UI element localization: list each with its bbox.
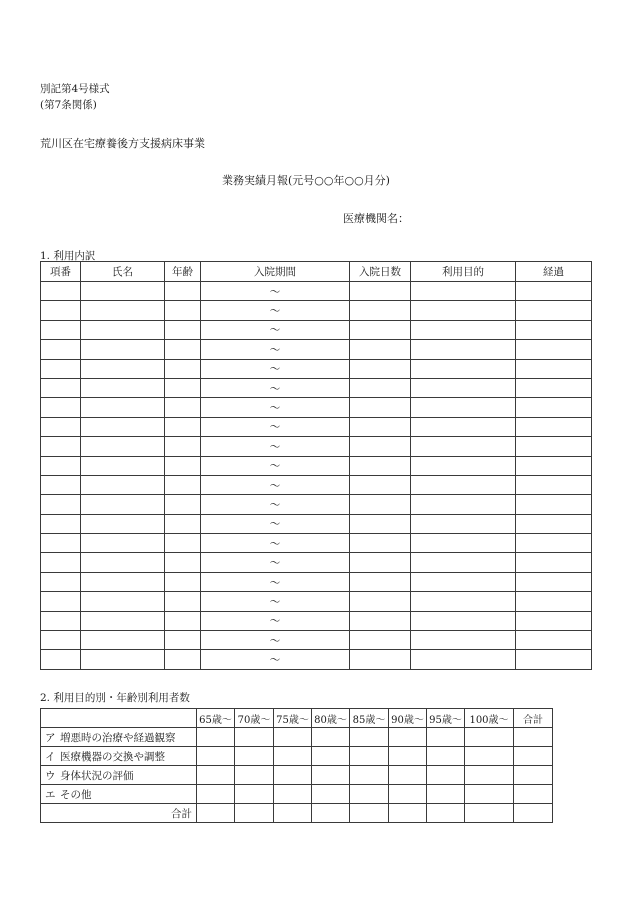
name-cell — [81, 320, 165, 339]
purpose-cell — [411, 475, 516, 494]
column-header-purpose: 利用目的 — [411, 262, 516, 282]
admission-period-cell: ～ — [201, 437, 350, 456]
item-number-cell — [41, 611, 81, 630]
purpose-cell — [411, 514, 516, 533]
progress-cell — [516, 340, 592, 359]
summary-corner-cell — [41, 709, 197, 728]
admission-days-cell — [350, 359, 411, 378]
item-number-cell — [41, 378, 81, 397]
table-row — [41, 320, 592, 339]
name-cell — [81, 340, 165, 359]
name-cell — [81, 611, 165, 630]
progress-cell — [516, 534, 592, 553]
count-cell — [350, 747, 389, 766]
purpose-label-i — [41, 747, 197, 766]
purpose-cell — [411, 437, 516, 456]
admission-period-cell: ～ — [201, 340, 350, 359]
progress-cell — [516, 398, 592, 417]
table-row — [41, 514, 592, 533]
count-cell — [389, 728, 427, 747]
institution-name-label: 医療機関名： — [343, 212, 409, 225]
summary-row-i — [41, 747, 553, 766]
count-cell — [514, 766, 553, 785]
admission-period-cell: ～ — [201, 572, 350, 591]
count-cell — [312, 766, 350, 785]
count-cell — [465, 785, 514, 804]
table-row — [41, 631, 592, 650]
admission-period-cell: ～ — [201, 378, 350, 397]
age-cell — [165, 301, 201, 320]
form-number: 別記第4号様式 — [40, 83, 110, 95]
column-header-admission-period: 入院期間 — [201, 262, 350, 282]
column-header-name: 氏名 — [81, 262, 165, 282]
item-number-cell — [41, 475, 81, 494]
purpose-cell — [411, 282, 516, 301]
name-cell — [81, 456, 165, 475]
count-cell — [274, 728, 312, 747]
item-number-cell — [41, 340, 81, 359]
progress-cell — [516, 611, 592, 630]
admission-period-cell: ～ — [201, 611, 350, 630]
purpose-cell — [411, 572, 516, 591]
name-cell — [81, 514, 165, 533]
count-cell — [235, 785, 274, 804]
count-cell — [312, 804, 350, 823]
admission-days-cell — [350, 534, 411, 553]
age-header-90: 90歳～ — [389, 709, 427, 728]
count-cell — [465, 747, 514, 766]
count-cell — [235, 804, 274, 823]
age-header-85: 85歳～ — [350, 709, 389, 728]
count-cell — [197, 728, 235, 747]
count-cell — [274, 804, 312, 823]
count-cell — [514, 728, 553, 747]
table-row — [41, 340, 592, 359]
count-cell — [427, 728, 465, 747]
purpose-cell — [411, 378, 516, 397]
purpose-cell — [411, 417, 516, 436]
item-number-cell — [41, 514, 81, 533]
table-row — [41, 378, 592, 397]
summary-row-a — [41, 728, 553, 747]
name-cell — [81, 378, 165, 397]
admission-days-cell — [350, 282, 411, 301]
admission-days-cell — [350, 475, 411, 494]
table-row — [41, 398, 592, 417]
age-cell — [165, 456, 201, 475]
age-header-95: 95歳～ — [427, 709, 465, 728]
admission-period-cell: ～ — [201, 320, 350, 339]
count-cell — [465, 804, 514, 823]
count-cell — [389, 747, 427, 766]
admission-days-cell — [350, 650, 411, 669]
purpose-text: 増悪時の治療や経過観察 — [60, 731, 176, 744]
admission-days-cell — [350, 301, 411, 320]
summary-row-total — [41, 804, 553, 823]
count-cell — [514, 747, 553, 766]
name-cell — [81, 534, 165, 553]
age-cell — [165, 340, 201, 359]
summary-row-e — [41, 785, 553, 804]
table-row — [41, 359, 592, 378]
item-number-cell — [41, 437, 81, 456]
progress-cell — [516, 417, 592, 436]
column-header-progress: 経過 — [516, 262, 592, 282]
name-cell — [81, 301, 165, 320]
item-number-cell — [41, 592, 81, 611]
summary-table — [40, 708, 553, 823]
age-cell — [165, 282, 201, 301]
count-cell — [197, 766, 235, 785]
section2-heading: 2. 利用目的別・年齢別利用者数 — [40, 692, 190, 704]
age-header-65: 65歳～ — [197, 709, 235, 728]
purpose-text: 身体状況の評価 — [60, 769, 134, 782]
name-cell — [81, 592, 165, 611]
table-row — [41, 417, 592, 436]
admission-period-cell: ～ — [201, 301, 350, 320]
purpose-cell — [411, 359, 516, 378]
column-header-age: 年齢 — [165, 262, 201, 282]
item-number-cell — [41, 417, 81, 436]
admission-period-cell: ～ — [201, 650, 350, 669]
item-number-cell — [41, 553, 81, 572]
admission-days-cell — [350, 437, 411, 456]
total-label: 合計 — [41, 804, 197, 823]
purpose-cell — [411, 456, 516, 475]
purpose-label-e — [41, 785, 197, 804]
count-cell — [274, 747, 312, 766]
progress-cell — [516, 475, 592, 494]
count-cell — [350, 785, 389, 804]
count-cell — [235, 728, 274, 747]
item-number-cell — [41, 650, 81, 669]
age-header-70: 70歳～ — [235, 709, 274, 728]
table-row — [41, 553, 592, 572]
count-cell — [312, 728, 350, 747]
age-cell — [165, 650, 201, 669]
name-cell — [81, 437, 165, 456]
name-cell — [81, 572, 165, 591]
count-cell — [427, 766, 465, 785]
purpose-cell — [411, 631, 516, 650]
table-row — [41, 456, 592, 475]
progress-cell — [516, 592, 592, 611]
section1-heading: 1. 利用内訳 — [40, 250, 96, 262]
name-cell — [81, 398, 165, 417]
purpose-letter: ウ — [45, 769, 56, 782]
count-cell — [427, 785, 465, 804]
table-row — [41, 592, 592, 611]
progress-cell — [516, 359, 592, 378]
name-cell — [81, 359, 165, 378]
progress-cell — [516, 553, 592, 572]
item-number-cell — [41, 456, 81, 475]
count-cell — [197, 804, 235, 823]
count-cell — [274, 785, 312, 804]
age-cell — [165, 398, 201, 417]
age-cell — [165, 631, 201, 650]
count-cell — [514, 804, 553, 823]
age-cell — [165, 572, 201, 591]
count-cell — [197, 785, 235, 804]
purpose-cell — [411, 398, 516, 417]
report-title: 業務実績月報(元号○○年○○月分) — [222, 174, 390, 187]
purpose-cell — [411, 534, 516, 553]
admission-days-cell — [350, 631, 411, 650]
count-cell — [350, 728, 389, 747]
progress-cell — [516, 495, 592, 514]
item-number-cell — [41, 631, 81, 650]
progress-cell — [516, 301, 592, 320]
age-cell — [165, 437, 201, 456]
count-cell — [514, 785, 553, 804]
age-cell — [165, 553, 201, 572]
age-cell — [165, 475, 201, 494]
purpose-letter: ア — [45, 731, 56, 744]
age-cell — [165, 611, 201, 630]
column-header-item-number: 項番 — [41, 262, 81, 282]
table-row — [41, 475, 592, 494]
age-header-80: 80歳～ — [312, 709, 350, 728]
admission-days-cell — [350, 514, 411, 533]
admission-period-cell: ～ — [201, 398, 350, 417]
name-cell — [81, 631, 165, 650]
admission-days-cell — [350, 456, 411, 475]
purpose-cell — [411, 301, 516, 320]
usage-header-row — [41, 262, 592, 282]
admission-days-cell — [350, 417, 411, 436]
summary-header-row — [41, 709, 553, 728]
count-cell — [389, 804, 427, 823]
table-row — [41, 572, 592, 591]
progress-cell — [516, 572, 592, 591]
count-cell — [197, 747, 235, 766]
progress-cell — [516, 650, 592, 669]
purpose-text: 医療機器の交換や調整 — [60, 750, 165, 763]
purpose-letter: エ — [45, 788, 56, 801]
usage-table — [40, 261, 592, 670]
progress-cell — [516, 378, 592, 397]
age-cell — [165, 320, 201, 339]
admission-days-cell — [350, 572, 411, 591]
item-number-cell — [41, 534, 81, 553]
count-cell — [350, 804, 389, 823]
admission-period-cell: ～ — [201, 495, 350, 514]
admission-days-cell — [350, 553, 411, 572]
count-cell — [312, 747, 350, 766]
purpose-letter: イ — [45, 750, 56, 763]
count-cell — [350, 766, 389, 785]
count-cell — [312, 785, 350, 804]
admission-period-cell: ～ — [201, 592, 350, 611]
name-cell — [81, 417, 165, 436]
purpose-cell — [411, 650, 516, 669]
table-row — [41, 282, 592, 301]
table-row — [41, 301, 592, 320]
progress-cell — [516, 456, 592, 475]
age-header-100: 100歳～ — [465, 709, 514, 728]
item-number-cell — [41, 572, 81, 591]
count-cell — [235, 766, 274, 785]
age-header-total: 合計 — [514, 709, 553, 728]
admission-period-cell: ～ — [201, 534, 350, 553]
name-cell — [81, 495, 165, 514]
count-cell — [389, 766, 427, 785]
progress-cell — [516, 631, 592, 650]
name-cell — [81, 475, 165, 494]
admission-period-cell: ～ — [201, 553, 350, 572]
count-cell — [427, 747, 465, 766]
summary-row-u — [41, 766, 553, 785]
table-row — [41, 534, 592, 553]
count-cell — [274, 766, 312, 785]
age-cell — [165, 514, 201, 533]
name-cell — [81, 282, 165, 301]
admission-days-cell — [350, 340, 411, 359]
age-cell — [165, 592, 201, 611]
age-cell — [165, 495, 201, 514]
purpose-cell — [411, 340, 516, 359]
item-number-cell — [41, 320, 81, 339]
admission-period-cell: ～ — [201, 282, 350, 301]
table-row — [41, 495, 592, 514]
age-cell — [165, 534, 201, 553]
purpose-label-a — [41, 728, 197, 747]
name-cell — [81, 650, 165, 669]
count-cell — [235, 747, 274, 766]
purpose-cell — [411, 553, 516, 572]
admission-days-cell — [350, 611, 411, 630]
count-cell — [465, 728, 514, 747]
count-cell — [465, 766, 514, 785]
item-number-cell — [41, 301, 81, 320]
item-number-cell — [41, 495, 81, 514]
age-cell — [165, 417, 201, 436]
item-number-cell — [41, 398, 81, 417]
age-header-75: 75歳～ — [274, 709, 312, 728]
admission-days-cell — [350, 592, 411, 611]
admission-period-cell: ～ — [201, 475, 350, 494]
purpose-label-u — [41, 766, 197, 785]
admission-period-cell: ～ — [201, 359, 350, 378]
table-row — [41, 611, 592, 630]
progress-cell — [516, 437, 592, 456]
age-cell — [165, 378, 201, 397]
admission-days-cell — [350, 378, 411, 397]
article-reference: (第7条関係) — [40, 99, 97, 111]
table-row — [41, 437, 592, 456]
purpose-cell — [411, 592, 516, 611]
purpose-text: その他 — [60, 788, 92, 801]
progress-cell — [516, 514, 592, 533]
table-row — [41, 650, 592, 669]
age-cell — [165, 359, 201, 378]
admission-period-cell: ～ — [201, 514, 350, 533]
admission-days-cell — [350, 398, 411, 417]
project-name: 荒川区在宅療養後方支援病床事業 — [40, 137, 205, 150]
item-number-cell — [41, 282, 81, 301]
progress-cell — [516, 282, 592, 301]
purpose-cell — [411, 320, 516, 339]
name-cell — [81, 553, 165, 572]
admission-days-cell — [350, 320, 411, 339]
purpose-cell — [411, 495, 516, 514]
purpose-cell — [411, 611, 516, 630]
admission-days-cell — [350, 495, 411, 514]
progress-cell — [516, 320, 592, 339]
admission-period-cell: ～ — [201, 631, 350, 650]
item-number-cell — [41, 359, 81, 378]
admission-period-cell: ～ — [201, 417, 350, 436]
count-cell — [389, 785, 427, 804]
column-header-admission-days: 入院日数 — [350, 262, 411, 282]
admission-period-cell: ～ — [201, 456, 350, 475]
count-cell — [427, 804, 465, 823]
